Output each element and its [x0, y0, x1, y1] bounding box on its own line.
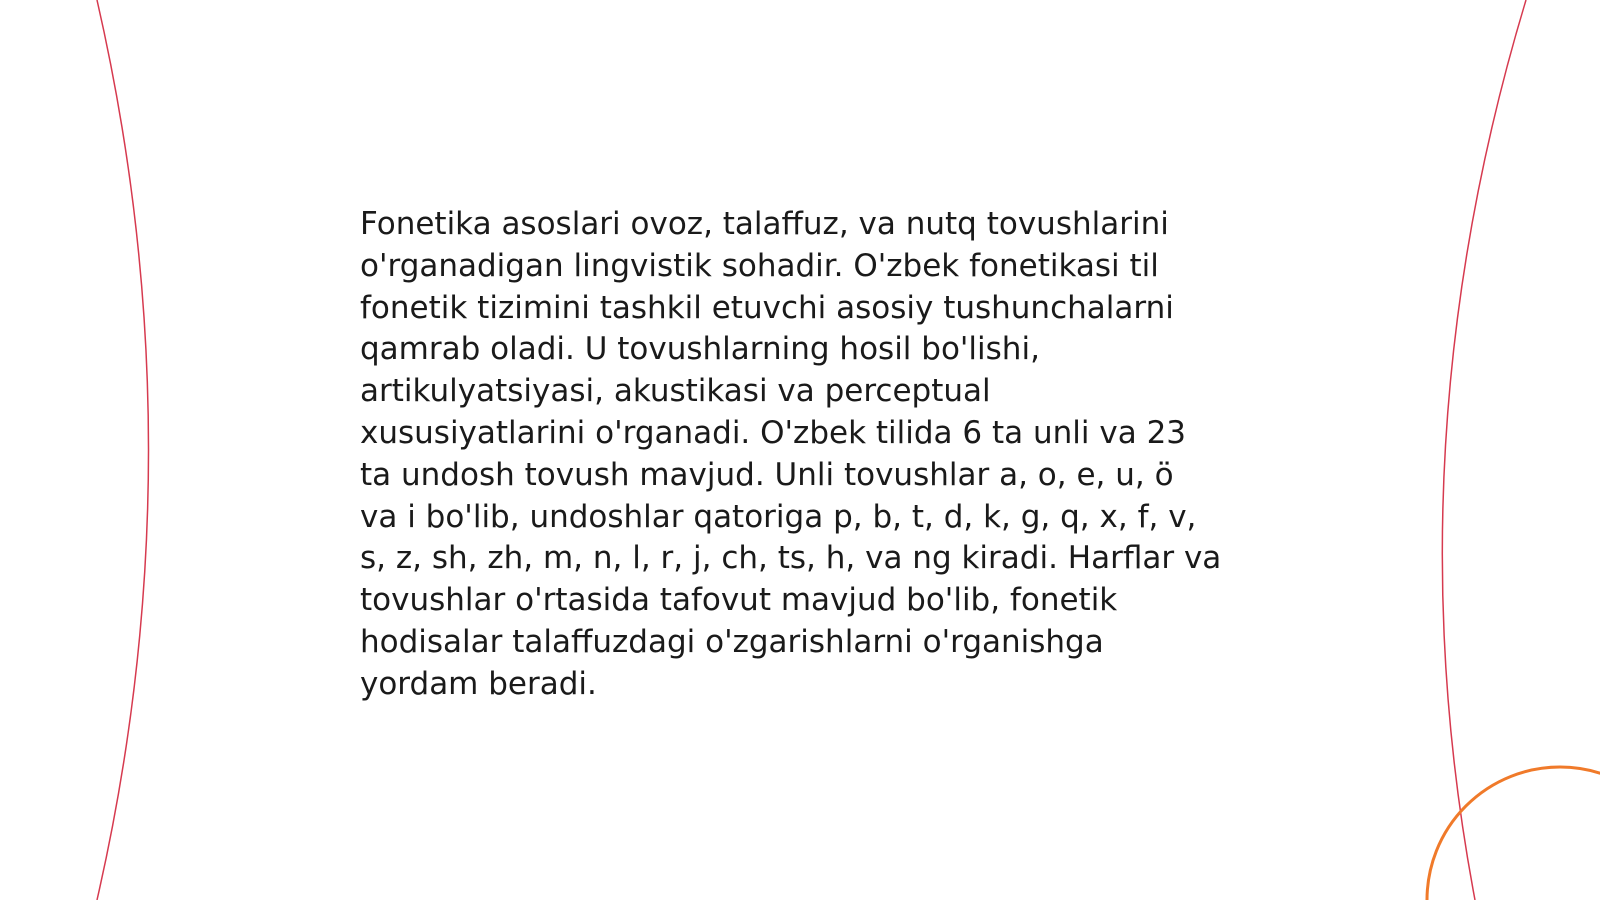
- paragraph-line: xususiyatlarini o'rganadi. O'zbek tilida 6 ta unli va 23: [360, 414, 1187, 451]
- paragraph-line: ta undosh tovush mavjud. Unli tovushlar a, o, e, u, ö: [360, 456, 1174, 493]
- right-arc-decoration: [1442, 0, 1526, 900]
- paragraph-line: o'rganadigan lingvistik sohadir. O'zbek fonetikasi til: [360, 247, 1159, 284]
- paragraph-line: tovushlar o'rtasida tafovut mavjud bo'lib, fonetik: [360, 582, 1118, 619]
- paragraph-line: artikulyatsiyasi, akustikasi va perceptual: [360, 373, 991, 410]
- paragraph-line: va i bo'lib, undoshlar qatoriga p, b, t, d, k, g, q, x, f, v,: [360, 498, 1197, 535]
- paragraph-line: qamrab oladi. U tovushlarning hosil bo'lishi,: [360, 331, 1040, 368]
- body-paragraph: [360, 204, 1240, 706]
- paragraph-line: s, z, sh, zh, m, n, l, r, j, ch, ts, h, va ng kiradi. Harflar va: [360, 540, 1222, 577]
- corner-circle-decoration: [1427, 767, 1600, 900]
- paragraph-line: Fonetika asoslari ovoz, talaffuz, va nutq tovushlarini: [360, 206, 1169, 242]
- left-arc-decoration: [97, 0, 149, 900]
- paragraph-line: yordam beradi.: [360, 665, 597, 702]
- paragraph-line: fonetik tizimini tashkil etuvchi asosiy tushunchalarni: [360, 289, 1174, 326]
- paragraph-line: hodisalar talaffuzdagi o'zgarishlarni o'rganishga: [360, 623, 1104, 660]
